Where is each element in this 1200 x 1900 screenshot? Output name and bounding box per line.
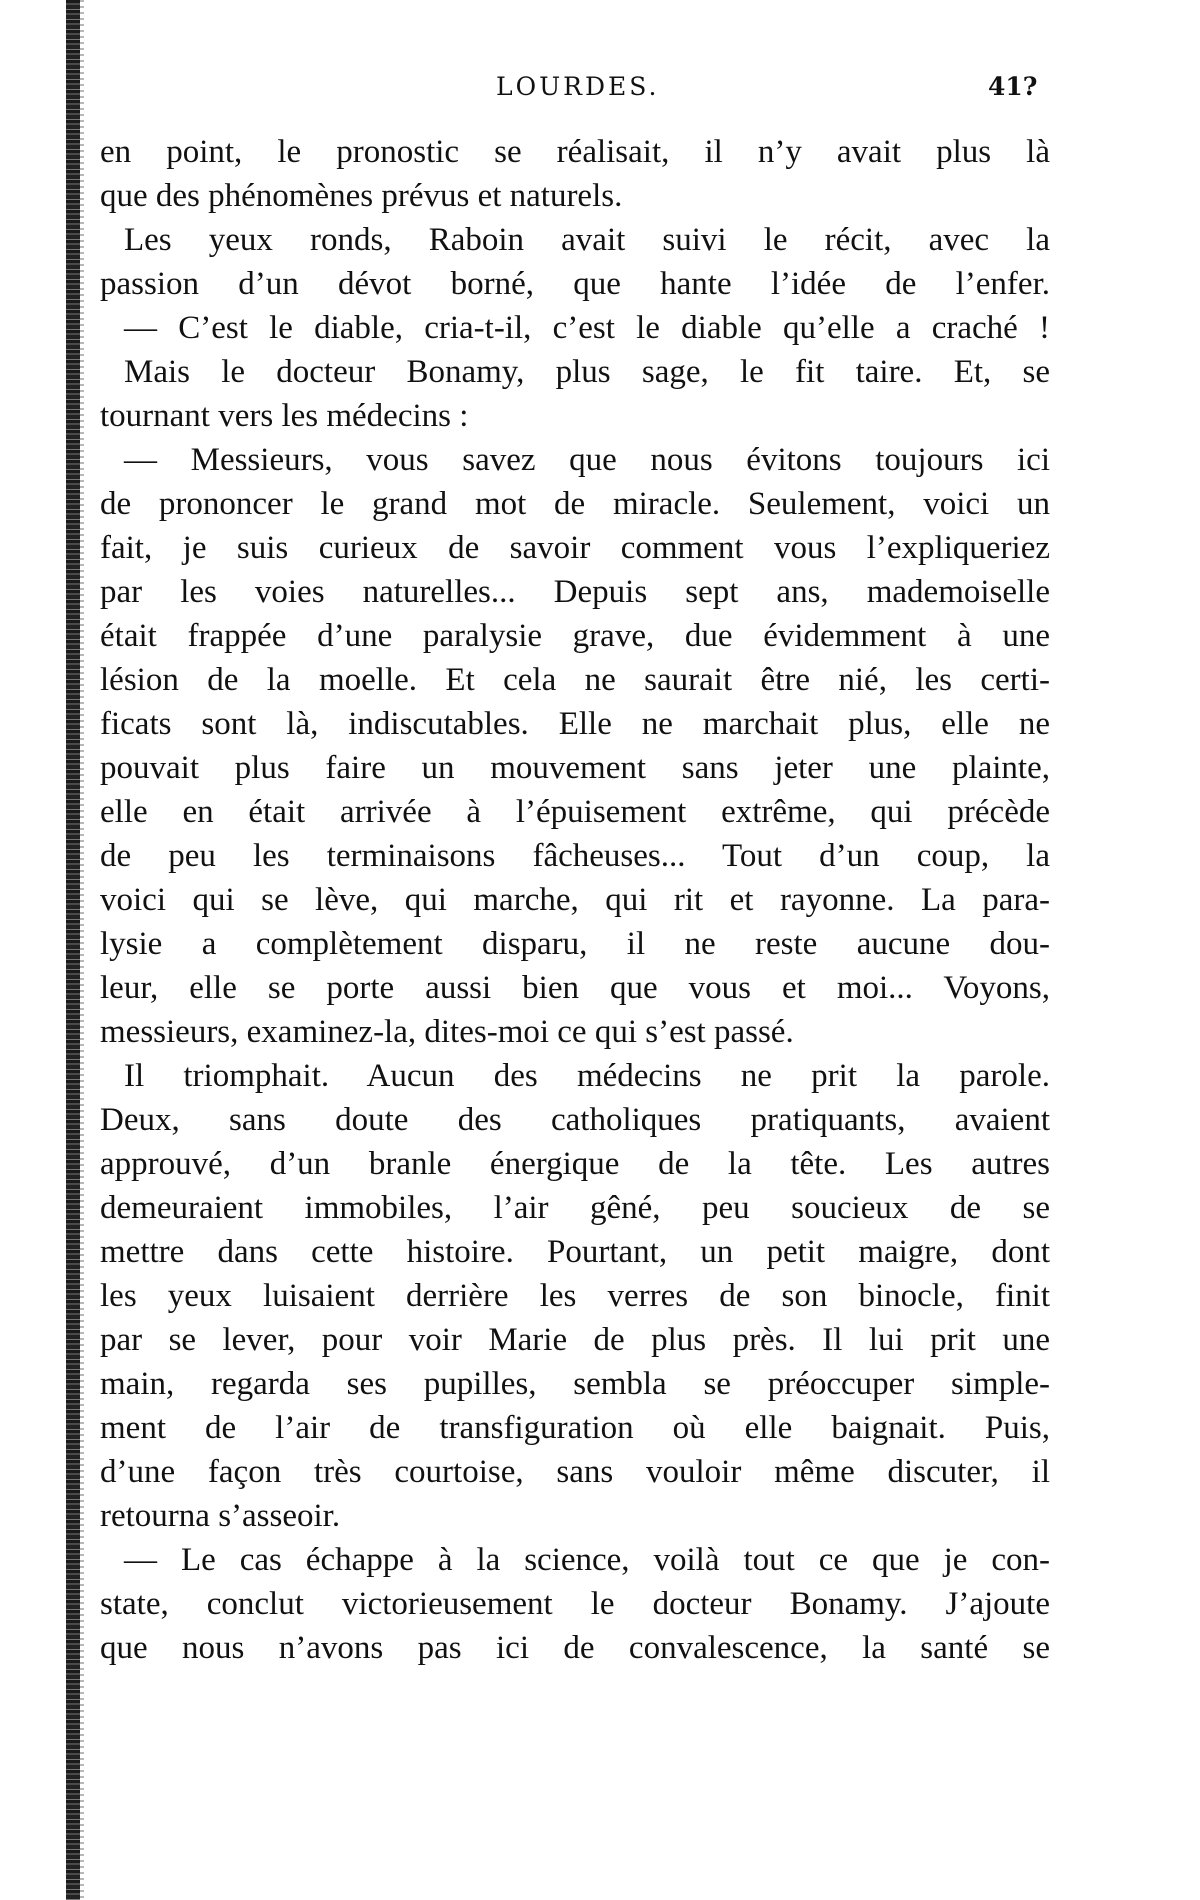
text-line: fait, je suis curieux de savoir comment vous l’expliqueriez <box>100 530 1050 566</box>
text-line: ment de l’air de transfiguration où elle baignait. Puis, <box>100 1410 1050 1446</box>
page-number: 41? <box>988 72 1038 101</box>
binding-edge-shadow <box>80 0 84 1900</box>
text-line: ficats sont là, indiscutables. Elle ne marchait plus, elle ne <box>100 706 1050 742</box>
text-line: par les voies naturelles... Depuis sept ans, mademoiselle <box>100 574 1050 610</box>
page-header <box>0 72 1200 112</box>
text-line: Les yeux ronds, Raboin avait suivi le récit, avec la <box>124 222 1050 258</box>
text-line: — Messieurs, vous savez que nous évitons toujours ici <box>124 442 1050 478</box>
text-line: de peu les terminaisons fâcheuses... Tout d’un coup, la <box>100 838 1050 874</box>
text-line: demeuraient immobiles, l’air gêné, peu soucieux de se <box>100 1190 1050 1226</box>
text-line: leur, elle se porte aussi bien que vous et moi... Voyons, <box>100 970 1050 1006</box>
text-line: — C’est le diable, cria-t-il, c’est le diable qu’elle a craché ! <box>124 310 1050 346</box>
text-line: voici qui se lève, qui marche, qui rit et rayonne. La para- <box>100 882 1050 918</box>
body-text <box>100 130 1050 1670</box>
running-head: LOURDES. <box>496 72 660 101</box>
text-line: lysie a complètement disparu, il ne reste aucune dou- <box>100 926 1050 962</box>
text-line: messieurs, examinez-la, dites-moi ce qui s’est passé. <box>100 1014 794 1050</box>
text-line: en point, le pronostic se réalisait, il n’y avait plus là <box>100 134 1050 170</box>
text-line: par se lever, pour voir Marie de plus près. Il lui prit une <box>100 1322 1050 1358</box>
text-line: — Le cas échappe à la science, voilà tout ce que je con- <box>124 1542 1050 1578</box>
text-line: Deux, sans doute des catholiques pratiquants, avaient <box>100 1102 1050 1138</box>
text-line: approuvé, d’un branle énergique de la tête. Les autres <box>100 1146 1050 1182</box>
text-line: mettre dans cette histoire. Pourtant, un petit maigre, dont <box>100 1234 1050 1270</box>
text-line: tournant vers les médecins : <box>100 398 469 434</box>
text-line: les yeux luisaient derrière les verres de son binocle, finit <box>100 1278 1050 1314</box>
text-line: que des phénomènes prévus et naturels. <box>100 178 623 214</box>
binding-edge <box>66 0 80 1900</box>
text-line: lésion de la moelle. Et cela ne saurait être nié, les certi- <box>100 662 1050 698</box>
text-line: d’une façon très courtoise, sans vouloir même discuter, il <box>100 1454 1050 1490</box>
text-line: pouvait plus faire un mouvement sans jeter une plainte, <box>100 750 1050 786</box>
text-line: Il triomphait. Aucun des médecins ne prit la parole. <box>124 1058 1050 1094</box>
text-line: de prononcer le grand mot de miracle. Seulement, voici un <box>100 486 1050 522</box>
text-line: passion d’un dévot borné, que hante l’idée de l’enfer. <box>100 266 1050 302</box>
text-line: elle en était arrivée à l’épuisement extrême, qui précède <box>100 794 1050 830</box>
text-line: retourna s’asseoir. <box>100 1498 341 1534</box>
text-line: main, regarda ses pupilles, sembla se préoccuper simple- <box>100 1366 1050 1402</box>
text-line: était frappée d’une paralysie grave, due évidemment à une <box>100 618 1050 654</box>
text-line: Mais le docteur Bonamy, plus sage, le fit taire. Et, se <box>124 354 1050 390</box>
text-line: que nous n’avons pas ici de convalescence, la santé se <box>100 1630 1050 1666</box>
text-line: state, conclut victorieusement le docteur Bonamy. J’ajoute <box>100 1586 1050 1622</box>
